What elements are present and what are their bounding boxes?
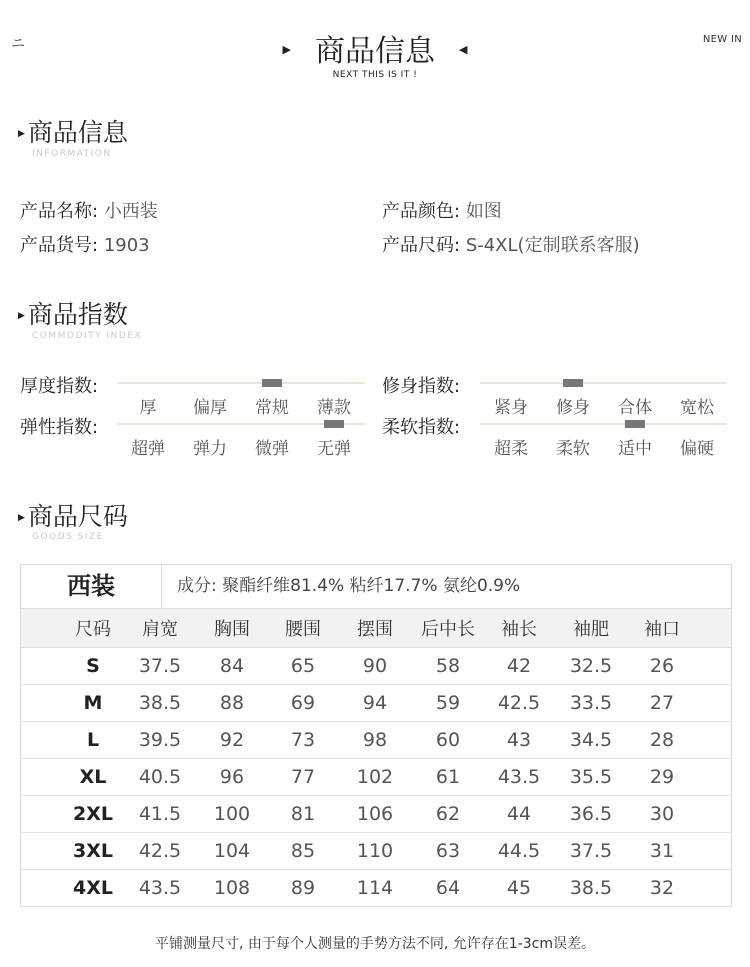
column-header: 胸围 (214, 619, 250, 640)
index-option: 紧身 (494, 398, 528, 418)
index-option: 超柔 (494, 439, 528, 459)
size-table-header (21, 565, 731, 609)
index-option: 修身 (556, 398, 590, 418)
measurement-cell: 114 (356, 877, 394, 899)
measurement-cell: 44.5 (497, 840, 541, 862)
index-option: 柔软 (556, 439, 590, 459)
triangle-right-icon: ▶ (18, 513, 25, 523)
measurement-cell: 85 (290, 840, 316, 862)
measurement-cell: 32 (649, 877, 675, 899)
size-table-column-headers (21, 609, 731, 648)
index-label: 厚度指数: (20, 376, 99, 397)
measurement-cell: 102 (356, 766, 394, 788)
size-label-cell: 2XL (73, 803, 113, 825)
measurement-cell: 44 (506, 803, 532, 825)
section-subtitle-size: GOODS SIZE (32, 532, 104, 542)
measurement-cell: 42 (506, 655, 532, 677)
measurement-cell: 77 (290, 766, 316, 788)
measurement-cell: 89 (290, 877, 316, 899)
section-title-text: 商品尺码 (27, 502, 128, 531)
section-title-index (18, 295, 128, 331)
index-label: 柔软指数: (382, 417, 461, 438)
size-label-cell: 4XL (73, 877, 113, 899)
measurement-cell: 38.5 (138, 692, 182, 714)
size-label-cell: S (86, 655, 100, 677)
measurement-cell: 43.5 (138, 877, 182, 899)
index-selected-marker (563, 379, 583, 387)
index-option: 微弹 (255, 439, 289, 459)
page-subtitle: NEXT THIS IS IT ! (332, 70, 418, 80)
measurement-cell: 45 (506, 877, 532, 899)
table-row (21, 685, 731, 722)
column-header: 摆围 (357, 619, 393, 640)
page-title-text: 商品信息 (315, 34, 435, 69)
table-row (21, 722, 731, 759)
size-label-cell: M (83, 692, 103, 714)
measurement-cell: 29 (649, 766, 675, 788)
product-name-label: 产品名称: (20, 201, 99, 222)
index-label: 修身指数: (382, 376, 461, 397)
measurement-cell: 84 (219, 655, 245, 677)
measurement-cell: 39.5 (138, 729, 182, 751)
measurement-cell: 31 (649, 840, 675, 862)
section-title-size (18, 497, 128, 533)
column-header: 袖口 (644, 619, 680, 640)
triangle-right-icon: ▶ (18, 129, 25, 139)
index-option: 适中 (618, 439, 652, 459)
index-selected-marker (324, 420, 344, 428)
measurement-cell: 43.5 (497, 766, 541, 788)
measurement-cell: 42.5 (138, 840, 182, 862)
product-size-value: S-4XL(定制联系客服) (465, 235, 640, 256)
size-label-cell: XL (79, 766, 107, 788)
measurement-cell: 43 (506, 729, 532, 751)
page-title (0, 26, 750, 70)
index-label: 弹性指数: (20, 417, 99, 438)
measurement-cell: 27 (649, 692, 675, 714)
column-header: 后中长 (421, 619, 475, 640)
measurement-cell: 59 (435, 692, 461, 714)
measurement-note: 平铺测量尺寸, 由于每个人测量的手势方法不同, 允许存在1-3cm误差。 (154, 936, 595, 952)
size-table (20, 564, 732, 907)
product-sku-row (20, 231, 150, 257)
measurement-cell: 37.5 (138, 655, 182, 677)
index-scale-line (480, 382, 727, 384)
index-option: 宽松 (680, 398, 714, 418)
menu-icon[interactable]: ニ (11, 36, 25, 52)
measurement-cell: 110 (356, 840, 394, 862)
index-scale-line (118, 382, 365, 384)
measurement-cell: 58 (435, 655, 461, 677)
product-name-row (20, 197, 158, 223)
measurement-cell: 92 (219, 729, 245, 751)
measurement-cell: 88 (219, 692, 245, 714)
product-color-value: 如图 (465, 201, 502, 222)
index-option: 超弹 (131, 439, 165, 459)
measurement-cell: 60 (435, 729, 461, 751)
measurement-cell: 65 (290, 655, 316, 677)
index-scale-line (480, 423, 727, 425)
measurement-cell: 106 (356, 803, 394, 825)
column-header: 肩宽 (142, 619, 178, 640)
measurement-cell: 35.5 (569, 766, 613, 788)
product-sku-label: 产品货号: (20, 235, 99, 256)
measurement-cell: 28 (649, 729, 675, 751)
index-selected-marker (262, 379, 282, 387)
measurement-cell: 42.5 (497, 692, 541, 714)
table-row (21, 870, 731, 906)
triangle-left-icon: ◀ (459, 43, 468, 56)
size-table-body (21, 648, 731, 906)
index-option: 常规 (255, 398, 289, 418)
measurement-cell: 40.5 (138, 766, 182, 788)
section-title-info (18, 113, 128, 149)
measurement-cell: 30 (649, 803, 675, 825)
measurement-cell: 81 (290, 803, 316, 825)
size-label-cell: L (86, 729, 100, 751)
measurement-cell: 61 (435, 766, 461, 788)
measurement-cell: 63 (435, 840, 461, 862)
index-option: 偏厚 (193, 398, 227, 418)
measurement-cell: 69 (290, 692, 316, 714)
measurement-cell: 33.5 (569, 692, 613, 714)
column-header: 腰围 (285, 619, 321, 640)
index-option: 厚 (139, 398, 157, 418)
measurement-cell: 41.5 (138, 803, 182, 825)
measurement-cell: 94 (362, 692, 388, 714)
section-subtitle-info: INFORMATION (32, 149, 112, 159)
measurement-cell: 104 (213, 840, 251, 862)
triangle-right-icon: ▶ (282, 43, 291, 56)
table-row (21, 833, 731, 870)
section-title-text: 商品指数 (27, 300, 128, 329)
product-name-value: 小西装 (103, 201, 158, 222)
column-header: 尺码 (75, 619, 111, 640)
product-color-label: 产品颜色: (382, 201, 461, 222)
index-option: 偏硬 (680, 439, 714, 459)
measurement-cell: 100 (213, 803, 251, 825)
product-sku-value: 1903 (103, 235, 150, 256)
index-option: 薄款 (317, 398, 351, 418)
measurement-cell: 108 (213, 877, 251, 899)
table-row (21, 796, 731, 833)
composition-text: 成分: 聚酯纤维81.4% 粘纤17.7% 氨纶0.9% (177, 576, 521, 596)
index-selected-marker (625, 420, 645, 428)
product-size-label: 产品尺码: (382, 235, 461, 256)
measurement-cell: 26 (649, 655, 675, 677)
triangle-right-icon: ▶ (18, 311, 25, 321)
measurement-cell: 62 (435, 803, 461, 825)
garment-name: 西装 (21, 565, 162, 608)
table-row (21, 759, 731, 796)
table-row (21, 648, 731, 685)
measurement-cell: 32.5 (569, 655, 613, 677)
measurement-cell: 34.5 (569, 729, 613, 751)
index-option: 合体 (618, 398, 652, 418)
measurement-cell: 96 (219, 766, 245, 788)
index-option: 弹力 (193, 439, 227, 459)
index-option: 无弹 (317, 439, 351, 459)
size-label-cell: 3XL (73, 840, 113, 862)
section-subtitle-index: COMMODITY INDEX (32, 331, 143, 341)
product-size-row (382, 231, 640, 257)
measurement-cell: 64 (435, 877, 461, 899)
column-header: 袖肥 (573, 619, 609, 640)
product-color-row (382, 197, 502, 223)
measurement-cell: 73 (290, 729, 316, 751)
section-title-text: 商品信息 (27, 118, 128, 147)
new-in-link[interactable]: NEW IN (702, 34, 742, 45)
measurement-cell: 37.5 (569, 840, 613, 862)
column-header: 袖长 (501, 619, 537, 640)
measurement-cell: 98 (362, 729, 388, 751)
measurement-cell: 36.5 (569, 803, 613, 825)
measurement-cell: 38.5 (569, 877, 613, 899)
measurement-cell: 90 (362, 655, 388, 677)
